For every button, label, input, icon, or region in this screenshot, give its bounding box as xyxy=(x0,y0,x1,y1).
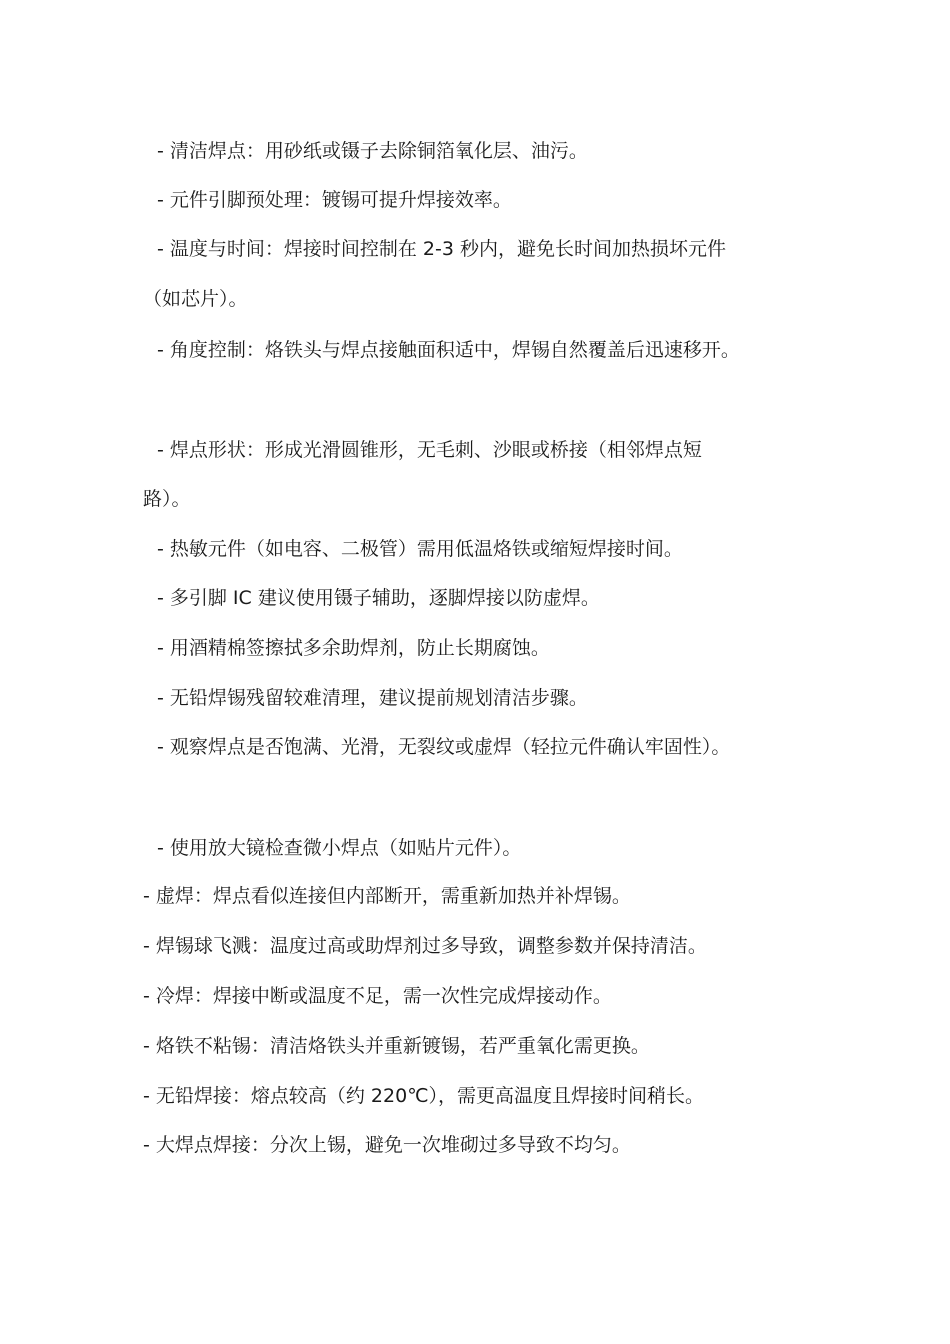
text-line-tip-not-wetting: - 烙铁不粘锡：清洁烙铁头并重新镀锡，若严重氧化需更换。 xyxy=(143,1035,650,1057)
text-line-cold-solder: - 冷焊：焊接中断或温度不足，需一次性完成焊接动作。 xyxy=(143,985,612,1007)
text-line-lead-free-soldering: - 无铅焊接：熔点较高（约 220℃），需更高温度且焊接时间稍长。 xyxy=(143,1085,705,1107)
text-line-heat-sensitive: - 热敏元件（如电容、二极管）需用低温烙铁或缩短焊接时间。 xyxy=(157,538,683,560)
text-line-large-joint: - 大焊点焊接：分次上锡，避免一次堆砌过多导致不均匀。 xyxy=(143,1134,631,1156)
text-line-joint-shape-cont: 路）。 xyxy=(143,488,191,510)
text-line-multi-pin-ic: - 多引脚 IC 建议使用镊子辅助，逐脚焊接以防虚焊。 xyxy=(157,587,600,609)
text-line-inspection: - 观察焊点是否饱满、光滑，无裂纹或虚焊（轻拉元件确认牢固性）。 xyxy=(157,736,731,758)
text-line-magnifier: - 使用放大镜检查微小焊点（如贴片元件）。 xyxy=(157,837,522,859)
text-line-solder-splatter: - 焊锡球飞溅：温度过高或助焊剂过多导致，调整参数并保持清洁。 xyxy=(143,935,707,957)
text-line-temperature-time-cont: （如芯片）。 xyxy=(143,288,248,310)
text-line-cold-joint: - 虚焊：焊点看似连接但内部断开，需重新加热并补焊锡。 xyxy=(143,885,631,907)
text-line-angle-control: - 角度控制：烙铁头与焊点接触面积适中，焊锡自然覆盖后迅速移开。 xyxy=(157,339,740,361)
text-line-temperature-time: - 温度与时间：焊接时间控制在 2-3 秒内，避免长时间加热损坏元件 xyxy=(157,238,727,260)
text-line-flux-cleanup: - 用酒精棉签擦拭多余助焊剂，防止长期腐蚀。 xyxy=(157,637,550,659)
text-line-lead-free-residue: - 无铅焊锡残留较难清理，建议提前规划清洁步骤。 xyxy=(157,687,588,709)
text-line-joint-shape: - 焊点形状：形成光滑圆锥形，无毛刺、沙眼或桥接（相邻焊点短 xyxy=(157,439,702,461)
text-line-lead-pretreatment: - 元件引脚预处理：镀锡可提升焊接效率。 xyxy=(157,189,512,211)
text-line-cleaning: - 清洁焊点：用砂纸或镊子去除铜箔氧化层、油污。 xyxy=(157,140,588,162)
